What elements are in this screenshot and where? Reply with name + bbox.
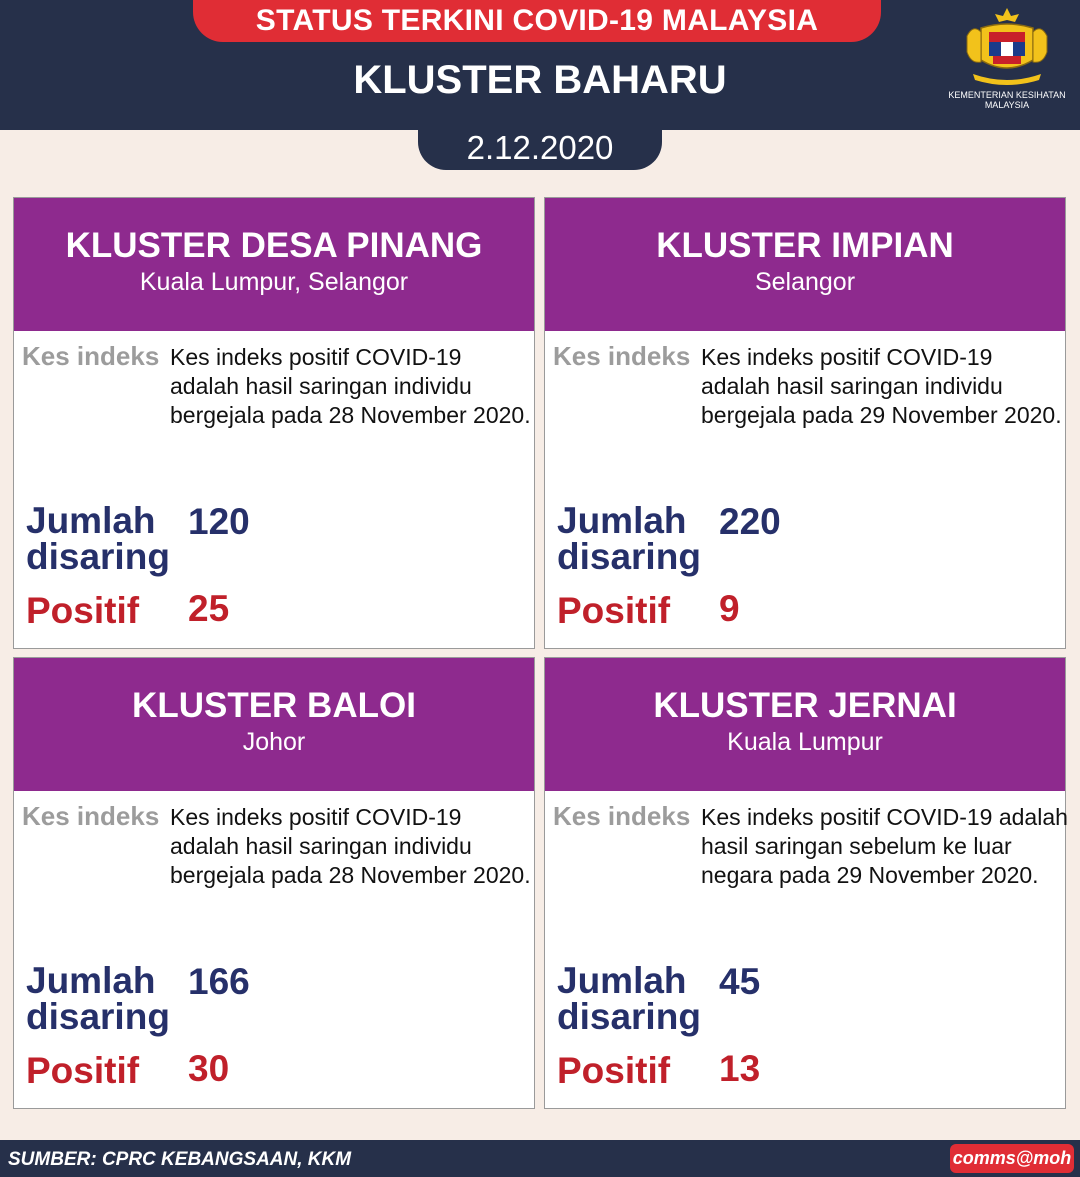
cluster-location: Selangor <box>754 268 856 296</box>
cluster-card <box>13 657 535 1109</box>
screened-value: 220 <box>719 501 781 542</box>
positive-label: Positif <box>557 1050 671 1091</box>
cluster-name: KLUSTER BALOI <box>132 686 416 725</box>
cluster-name: KLUSTER JERNAI <box>653 686 957 725</box>
index-case-label: Kes indeks <box>553 341 691 371</box>
cluster-name: KLUSTER IMPIAN <box>656 226 954 265</box>
cluster-location: Kuala Lumpur <box>727 728 883 756</box>
index-case-label: Kes indeks <box>22 801 160 831</box>
index-case-text: Kes indeks positif COVID-19 adalah hasil saringan individu bergejala pada 28 November 2020. <box>170 344 531 428</box>
coat-of-arms-icon <box>959 6 1055 88</box>
header-bar <box>0 0 1080 130</box>
index-case-label: Kes indeks <box>22 341 160 371</box>
cluster-card <box>544 657 1066 1109</box>
positive-value: 30 <box>188 1048 230 1089</box>
positive-label: Positif <box>26 1050 140 1091</box>
report-date: 2.12.2020 <box>418 126 662 170</box>
index-case-text: Kes indeks positif COVID-19 adalah hasil saringan sebelum ke luar negara pada 29 November 2020. <box>701 804 1068 888</box>
status-banner: STATUS TERKINI COVID-19 MALAYSIA <box>193 0 881 42</box>
cluster-header <box>545 198 1065 331</box>
screened-label: Jumlah disaring <box>26 500 170 577</box>
index-case-text: Kes indeks positif COVID-19 adalah hasil saringan individu bergejala pada 29 November 2020. <box>701 344 1062 428</box>
index-case-text: Kes indeks positif COVID-19 adalah hasil saringan individu bergejala pada 28 November 2020. <box>170 804 531 888</box>
screened-label: Jumlah disaring <box>557 500 701 577</box>
screened-value: 166 <box>188 961 250 1002</box>
positive-value: 9 <box>719 588 740 629</box>
ministry-logo <box>940 6 1074 118</box>
positive-label: Positif <box>557 590 671 631</box>
positive-value: 13 <box>719 1048 761 1089</box>
cluster-card <box>544 197 1066 649</box>
screened-value: 120 <box>188 501 250 542</box>
cluster-location: Johor <box>242 728 306 756</box>
cluster-name: KLUSTER DESA PINANG <box>65 226 483 265</box>
cluster-header <box>545 658 1065 791</box>
social-handle-tag: comms@moh <box>950 1144 1074 1173</box>
screened-value: 45 <box>719 961 761 1002</box>
positive-label: Positif <box>26 590 140 631</box>
cluster-location: Kuala Lumpur, Selangor <box>139 268 409 296</box>
cluster-card <box>13 197 535 649</box>
screened-label: Jumlah disaring <box>26 960 170 1037</box>
positive-value: 25 <box>188 588 230 629</box>
footer-bar <box>0 1140 1080 1177</box>
cluster-header <box>14 658 534 791</box>
screened-label: Jumlah disaring <box>557 960 701 1037</box>
cluster-header <box>14 198 534 331</box>
page-title: KLUSTER BAHARU <box>353 58 727 102</box>
index-case-label: Kes indeks <box>553 801 691 831</box>
source-credit: SUMBER: CPRC KEBANGSAAN, KKM <box>8 1149 352 1170</box>
logo-caption: KEMENTERIAN KESIHATAN MALAYSIA <box>948 90 1066 110</box>
